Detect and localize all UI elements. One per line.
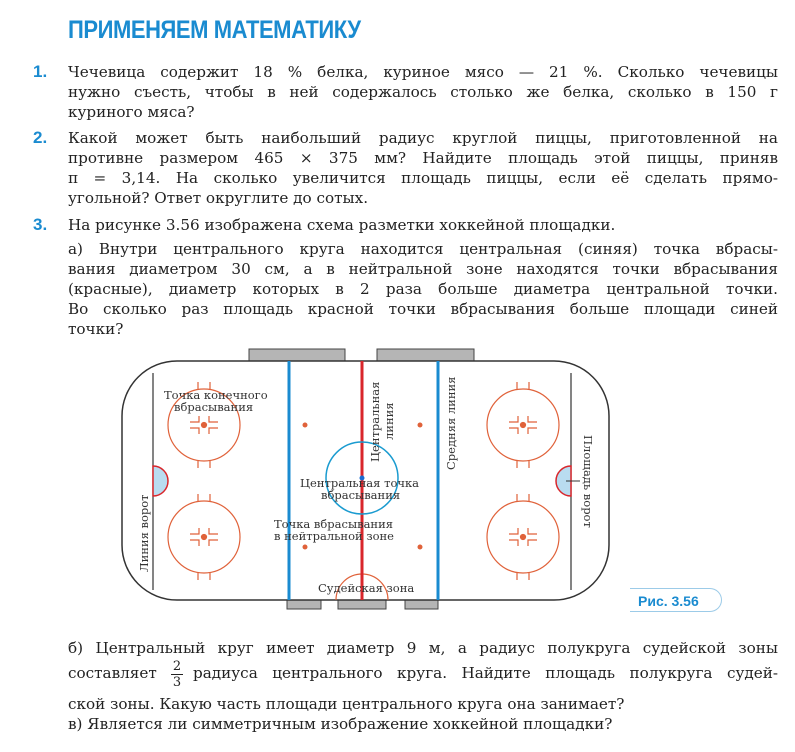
faceoff-spot (521, 535, 526, 540)
text-line: ской зоны. Какую часть площади центрального круга она занимает? (68, 695, 625, 713)
problem-number: 2. (33, 128, 48, 147)
label-center-line-2: линия (382, 402, 396, 440)
text-line: π = 3,14. На сколько увеличится площадь пиццы, если её сделать прямо- (68, 169, 778, 187)
text-line: вания диаметром 30 см, а в нейтральной зоне находятся точки вбрасывания (68, 260, 778, 278)
label-goal-line: Линия ворот (137, 494, 151, 572)
problem-number: 3. (33, 215, 48, 234)
label-center-spot: Центральная точка (300, 476, 420, 490)
text-line: куриного мяса? (68, 103, 195, 121)
figure-caption: Рис. 3.56 (630, 588, 722, 612)
label-end-faceoff-2: вбрасывания (174, 400, 254, 414)
text-line: На рисунке 3.56 изображена схема разметки хоккейной площадки. (68, 216, 616, 234)
label-mid-line: Средняя линия (444, 376, 458, 470)
fraction-denominator: 3 (172, 675, 182, 690)
text-line: угольной? Ответ округлите до сотых. (68, 189, 369, 207)
text-line: противне размером 465 × 375 мм? Найдите площадь этой пиццы, приняв (68, 149, 778, 167)
label-center-spot-2: вбрасывания (321, 488, 401, 502)
label-neutral-spot: Точка вбрасывания (274, 517, 394, 531)
text-line: Чечевица содержит 18 % белка, куриное мясо — 21 %. Сколько чечевицы (68, 63, 778, 81)
label-center-line: Центральная (368, 381, 382, 462)
label-neutral-spot-2: в нейтральной зоне (274, 529, 394, 543)
faceoff-spot (521, 423, 526, 428)
text-line: радиуса центрального круга. Найдите площадь полукруга судей- (193, 664, 778, 682)
section-title: ПРИМЕНЯЕМ МАТЕМАТИКУ (68, 16, 361, 44)
text-line: в) Является ли симметричным изображение хоккейной площадки? (68, 715, 613, 733)
faceoff-spot (202, 535, 207, 540)
problem-number: 1. (33, 62, 48, 81)
text-line: б) Центральный круг имеет диаметр 9 м, а радиус полукруга судейской зоны (68, 639, 778, 657)
text-line: Какой может быть наибольший радиус круглой пиццы, приготовленной на (68, 129, 778, 147)
text-line: Во сколько раз площадь красной точки вбрасывания больше площади синей (68, 300, 778, 318)
text-line: а) Внутри центрального круга находится центральная (синяя) точка вбрасы- (68, 240, 778, 258)
label-goal-crease: Площадь ворот (581, 435, 595, 528)
text-line: (красные), диаметр которых в 2 раза больше диаметра центральной точки. (68, 280, 778, 298)
faceoff-spot (202, 423, 207, 428)
fraction (171, 659, 183, 690)
label-end-faceoff: Точка конечного (164, 388, 268, 402)
label-referee-zone: Судейская зона (318, 581, 415, 595)
text-line: точки? (68, 320, 124, 338)
text-line: составляет (68, 664, 157, 682)
fraction-numerator: 2 (172, 659, 182, 674)
text-line: нужно съесть, чтобы в ней содержалось столько же белка, сколько в 150 г (68, 83, 778, 101)
